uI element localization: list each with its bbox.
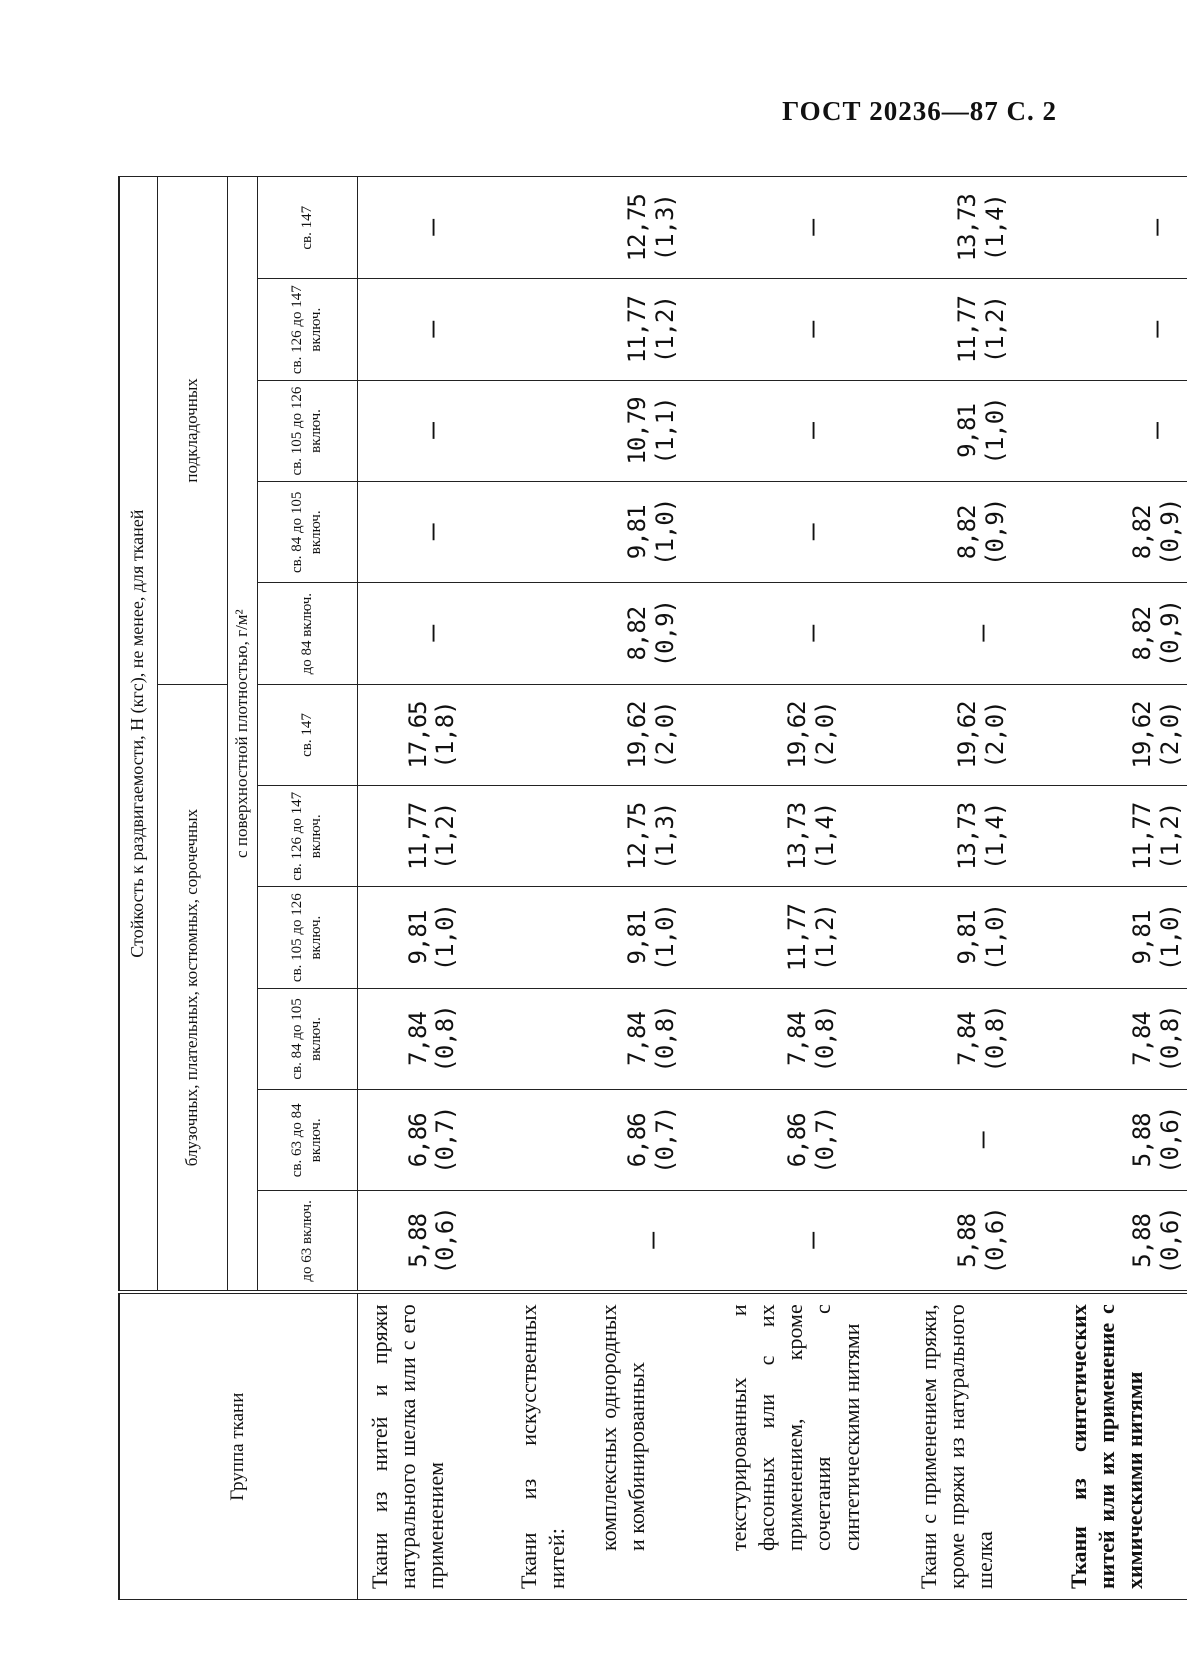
value-cell: 11,77 (1,2) (717, 887, 907, 988)
value-cell: 9,81 (1,0) (357, 887, 507, 988)
density-col-3: св. 84 до 105 включ. (257, 988, 357, 1089)
table-row (717, 177, 907, 1600)
value-cell: 11,77 (1,2) (357, 786, 507, 887)
value-cell (507, 786, 587, 887)
density-col-6: св. 147 (257, 684, 357, 785)
value-cell: 5,88 (0,6) (1057, 1191, 1187, 1292)
value-cell: 8,82 (0,9) (907, 482, 1057, 583)
value-cell: 9,81 (1,0) (587, 482, 717, 583)
value-cell: 13,73 (1,4) (907, 786, 1057, 887)
density-col-8: св. 84 до 105 включ. (257, 482, 357, 583)
value-cell: — (357, 583, 507, 684)
value-cell: 7,84 (0,8) (587, 988, 717, 1089)
value-cell: 5,88 (0,6) (357, 1191, 507, 1292)
value-cell: 7,84 (0,8) (907, 988, 1057, 1089)
value-cell: 11,77 (1,2) (587, 279, 717, 380)
density-header: с поверхностной плотностью, г/м² (227, 177, 257, 1293)
value-cell (507, 177, 587, 280)
value-cell (507, 887, 587, 988)
value-cell: 10,79 (1,1) (587, 380, 717, 481)
value-cell: 7,84 (0,8) (717, 988, 907, 1089)
value-cell (507, 380, 587, 481)
density-col-9: св. 105 до 126 включ. (257, 380, 357, 481)
value-cell: — (357, 279, 507, 380)
density-col-11: св. 147 (257, 177, 357, 280)
group-cell: Ткани из нитей и пряжи натурального шелка или с его применением (357, 1292, 507, 1599)
density-col-7: до 84 включ. (257, 583, 357, 684)
value-cell: — (357, 177, 507, 280)
value-cell: — (1057, 380, 1187, 481)
density-col-2: св. 63 до 84 включ. (257, 1090, 357, 1191)
table-body (357, 177, 1187, 1600)
value-cell: 6,86 (0,7) (717, 1090, 907, 1191)
density-col-1: до 63 включ. (257, 1191, 357, 1292)
value-cell: — (587, 1191, 717, 1292)
category-lining: подкладочных (157, 177, 227, 685)
value-cell (507, 684, 587, 785)
value-cell (507, 279, 587, 380)
table-row (1057, 177, 1187, 1600)
value-cell: — (907, 583, 1057, 684)
group-cell: Ткани из синтетических нитей или их применение с химическими нитями (1057, 1292, 1187, 1599)
table-row (357, 177, 507, 1600)
table-row (907, 177, 1057, 1600)
resistance-table (118, 176, 1187, 1600)
value-cell: — (1057, 177, 1187, 280)
value-cell: 6,86 (0,7) (357, 1090, 507, 1191)
value-cell (507, 1090, 587, 1191)
page-header-title: ГОСТ 20236—87 С. 2 (782, 96, 1057, 126)
value-cell (507, 482, 587, 583)
value-cell (507, 988, 587, 1089)
category-blouse: блузочных, плательных, костюмных, сорочечных (157, 684, 227, 1292)
value-cell: 12,75 (1,3) (587, 786, 717, 887)
value-cell: 11,77 (1,2) (1057, 786, 1187, 887)
group-cell: Ткани с применением пряжи, кроме пряжи из натурального шелка (907, 1292, 1057, 1599)
table-row (587, 177, 717, 1600)
value-cell: 9,81 (1,0) (907, 380, 1057, 481)
value-cell: 17,65 (1,8) (357, 684, 507, 785)
main-header: Стойкость к раздвигаемости, Н (кгс), не менее, для тканей (119, 177, 157, 1293)
rotated-table-container (118, 176, 1184, 1600)
value-cell: — (357, 380, 507, 481)
table-wrapper (118, 176, 1184, 1600)
value-cell: 5,88 (0,6) (1057, 1090, 1187, 1191)
value-cell: 8,82 (0,9) (587, 583, 717, 684)
value-cell: 12,75 (1,3) (587, 177, 717, 280)
group-cell: Ткани из искусственных нитей: (507, 1292, 587, 1599)
value-cell: 7,84 (0,8) (1057, 988, 1187, 1089)
value-cell: 9,81 (1,0) (587, 887, 717, 988)
value-cell: — (357, 482, 507, 583)
value-cell: 11,77 (1,2) (907, 279, 1057, 380)
value-cell: 8,82 (0,9) (1057, 583, 1187, 684)
value-cell: 13,73 (1,4) (717, 786, 907, 887)
value-cell: 19,62 (2,0) (1057, 684, 1187, 785)
value-cell: — (717, 279, 907, 380)
value-cell: 9,81 (1,0) (1057, 887, 1187, 988)
value-cell: — (907, 1090, 1057, 1191)
value-cell: — (717, 482, 907, 583)
group-cell: текстурированных и фасонных или с их применением, кроме сочетания с синтетическими нитями (717, 1292, 907, 1599)
value-cell: — (717, 1191, 907, 1292)
value-cell: 8,82 (0,9) (1057, 482, 1187, 583)
table-row (507, 177, 587, 1600)
group-header: Группа ткани (119, 1292, 357, 1599)
value-cell: 13,73 (1,4) (907, 177, 1057, 280)
value-cell: — (717, 380, 907, 481)
value-cell: — (1057, 279, 1187, 380)
value-cell (507, 583, 587, 684)
group-cell: комплексных однородных и комбинированных (587, 1292, 717, 1599)
value-cell: 19,62 (2,0) (717, 684, 907, 785)
value-cell: 9,81 (1,0) (907, 887, 1057, 988)
value-cell: — (717, 583, 907, 684)
density-col-10: св. 126 до 147 включ. (257, 279, 357, 380)
value-cell: 6,86 (0,7) (587, 1090, 717, 1191)
value-cell: 7,84 (0,8) (357, 988, 507, 1089)
value-cell (507, 1191, 587, 1292)
value-cell: — (717, 177, 907, 280)
density-col-5: св. 126 до 147 включ. (257, 786, 357, 887)
value-cell: 19,62 (2,0) (907, 684, 1057, 785)
density-col-4: св. 105 до 126 включ. (257, 887, 357, 988)
value-cell: 5,88 (0,6) (907, 1191, 1057, 1292)
value-cell: 19,62 (2,0) (587, 684, 717, 785)
